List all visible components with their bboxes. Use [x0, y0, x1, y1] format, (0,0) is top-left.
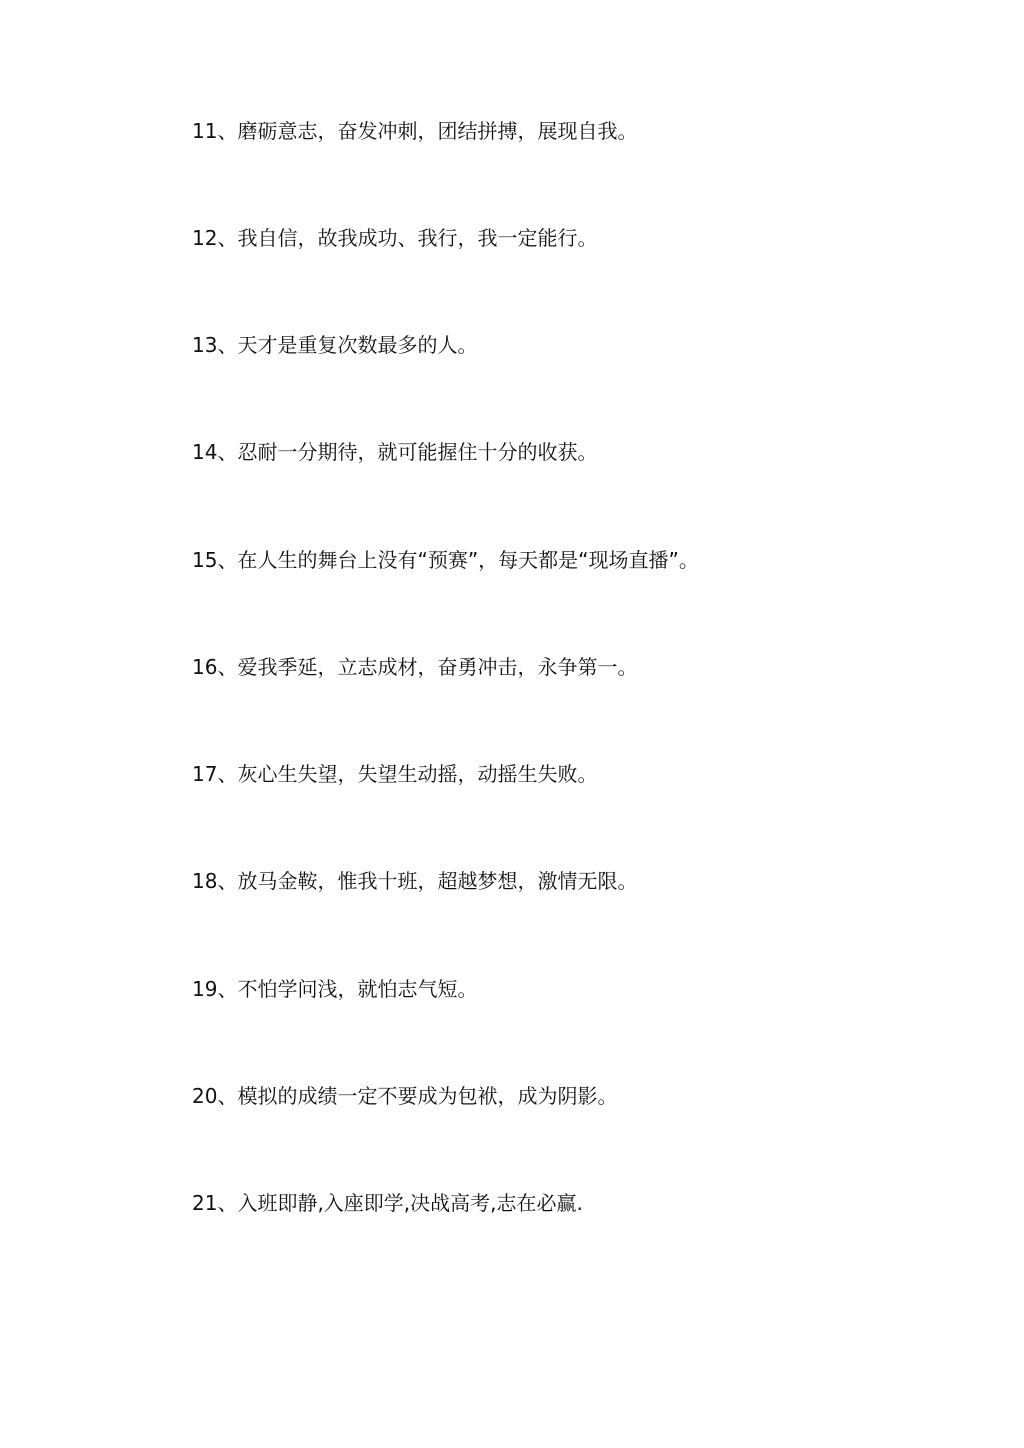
item-number: 11 [192, 119, 218, 143]
item-text: 忍耐一分期待，就可能握住十分的收获。 [237, 440, 598, 464]
list-item [192, 654, 637, 680]
item-number: 13 [192, 333, 218, 357]
item-separator: 、 [217, 440, 238, 464]
list-item [192, 439, 597, 465]
item-text: 不怕学问浅，就怕志气短。 [237, 977, 478, 1001]
item-separator: 、 [217, 1191, 238, 1215]
item-separator: 、 [217, 655, 238, 679]
item-separator: 、 [217, 333, 238, 357]
item-text: 磨砺意志，奋发冲刺，团结拼搏，展现自我。 [237, 119, 638, 143]
item-number: 17 [192, 762, 218, 786]
item-number: 15 [192, 548, 218, 572]
list-item [192, 1190, 583, 1216]
item-separator: 、 [217, 977, 238, 1001]
item-number: 20 [192, 1084, 218, 1108]
list-item [192, 547, 699, 573]
item-text: 我自信，故我成功、我行，我一定能行。 [237, 226, 598, 250]
item-separator: 、 [217, 869, 238, 893]
list-item [192, 1083, 617, 1109]
item-text: 在人生的舞台上没有“预赛”，每天都是“现场直播”。 [237, 548, 699, 572]
item-separator: 、 [217, 762, 238, 786]
item-separator: 、 [217, 226, 238, 250]
item-text: 灰心生失望，失望生动摇，动摇生失败。 [237, 762, 598, 786]
item-number: 18 [192, 869, 218, 893]
item-text: 放马金鞍，惟我十班，超越梦想，激情无限。 [237, 869, 638, 893]
item-text: 入班即静,入座即学,决战高考,志在必赢. [237, 1191, 583, 1215]
list-item [192, 976, 477, 1002]
item-separator: 、 [217, 119, 238, 143]
list-item [192, 225, 597, 251]
list-item [192, 868, 637, 894]
item-text: 爱我季延，立志成材，奋勇冲击，永争第一。 [237, 655, 638, 679]
item-text: 天才是重复次数最多的人。 [237, 333, 478, 357]
item-number: 19 [192, 977, 218, 1001]
item-separator: 、 [217, 548, 238, 572]
list-item [192, 332, 477, 358]
list-item [192, 761, 597, 787]
item-number: 16 [192, 655, 218, 679]
item-number: 12 [192, 226, 218, 250]
item-number: 21 [192, 1191, 218, 1215]
item-number: 14 [192, 440, 218, 464]
list-item [192, 118, 637, 144]
item-text: 模拟的成绩一定不要成为包袱，成为阴影。 [237, 1084, 618, 1108]
item-separator: 、 [217, 1084, 238, 1108]
